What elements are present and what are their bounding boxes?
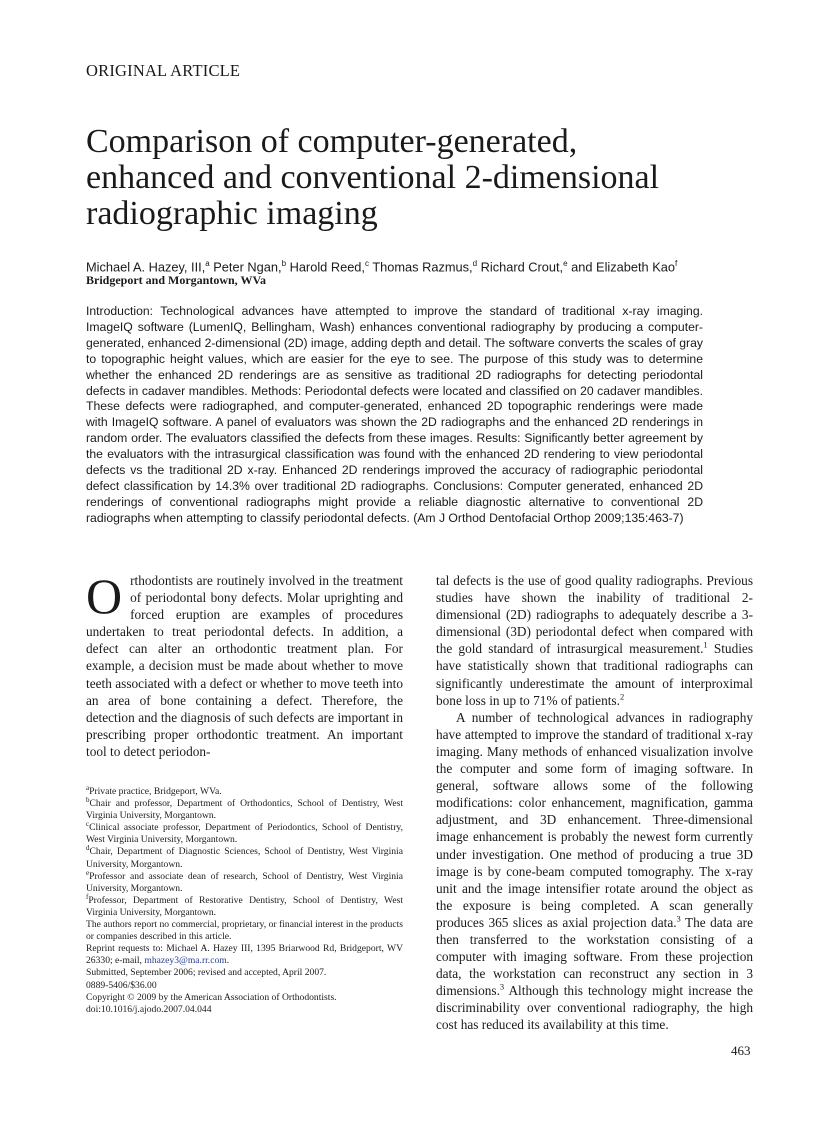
- footnote-text: Professor and associate dean of research, School of Dentistry, West Virginia University, Morgantown.: [86, 870, 403, 894]
- author-name: Harold Reed,: [289, 259, 365, 275]
- footnote: [86, 868, 403, 895]
- author-mark: f: [675, 259, 678, 268]
- footnote-text: Chair and professor, Department of Orthodontics, School of Dentistry, West Virginia University, Morgantown.: [86, 798, 403, 822]
- body-text: Studies have statistically shown that traditional radiographs can significantly underestimate the amount of interproximal bone loss in up to 71% of patients.: [436, 641, 754, 708]
- body-text: tal defects is the use of good quality radiographs. Previous studies have shown the inability of traditional 2-dimensional (2D) radiographs to adequately describe a 3-dimensional (3D) periodontal defect when compared with the gold standard of intrasurgical measurement.: [436, 573, 753, 657]
- footnote-mark: c: [86, 820, 90, 829]
- issn: 0889-5406/$36.00: [86, 979, 157, 991]
- article-title: [86, 124, 766, 232]
- section-label: ORIGINAL ARTICLE: [86, 61, 241, 80]
- page-number: 463: [731, 1043, 751, 1058]
- drop-cap: O: [86, 568, 123, 624]
- citation-ref[interactable]: 2: [619, 691, 625, 702]
- body-text: A number of technological advances in radiography have attempted to improve the standard of traditional x-ray imaging. Many methods of enhanced visualization involve the computer and some form of imaging software. In general, software allows some of the following modifications: color enhancement, magnification, gamma adjustment, and 3D enhancement. Three-dimensional image enhancement is probably the newest form currently under investigation. One method of producing a true 3D image is by cone-beam computed tomography. The x-ray unit and the image intensifier rotate around the object as the exposure is being completed. A scan generally produces 365 slices as axial projection data.: [436, 709, 753, 930]
- body-column-right: [436, 572, 753, 1034]
- footnote: [86, 783, 403, 798]
- reprint-text: Reprint requests to: Michael A. Hazey III, 1395 Briarwood Rd, Bridgeport, WV 26330; e-mail,: [86, 943, 403, 967]
- footnote-text: Chair, Department of Diagnostic Sciences, School of Dentistry, West Virginia University, Morgantown.: [86, 846, 403, 870]
- disclosure: The authors report no commercial, proprietary, or financial interest in the products or companies described in this article.: [86, 919, 403, 943]
- title-line-1: Comparison of computer-generated,: [86, 123, 578, 160]
- author-mark: d: [472, 259, 478, 268]
- footnote: [86, 892, 403, 919]
- author-affiliation: Bridgeport and Morgantown, WVa: [86, 273, 267, 287]
- title-line-2: enhanced and conventional 2-dimensional: [86, 159, 660, 196]
- author-mark: c: [364, 259, 369, 268]
- footnote-mark: e: [86, 868, 90, 877]
- body-column-left: [86, 568, 403, 760]
- abstract: Introduction: Technological advances have attempted to improve the standard of traditional x-ray imaging. ImageIQ software (LumenIQ, Bellingham, Wash) enhances conventional radiography by producing a computer-generated, enhanced 2-dimensional (2D) image, adding depth and detail. The software converts the scales of gray to topographic height values, which are easier for the eye to see. The purpose of this study was to determine whether the enhanced 2D renderings are as sensitive as traditional 2D radiographs for detecting periodontal defects in cadaver mandibles. Methods: Periodontal defects were located and classified on 20 cadaver mandibles. These defects were radiographed, and computer-generated, enhanced 2D topographic renderings were made with ImageIQ software. A panel of evaluators was shown the 2D radiographs and the enhanced 2D renderings in random order. The evaluators classified the defects from these images. Results: Significantly better agreement by the evaluators with the intrasurgical classification was found with the enhanced 2D rendering to view periodontal defects vs the traditional 2D x-ray. Enhanced 2D renderings improved the accuracy of radiographic periodontal defect classification by 14.3% over traditional 2D radiographs. Conclusions: Computer generated, enhanced 2D renderings of conventional radiographs might provide a reliable diagnostic alternative to conventional 2D radiographs when attempting to classify periodontal defects. (Am J Orthod Dentofacial Orthop 2009;135:463-7): [86, 304, 703, 525]
- footnote-mark: d: [86, 844, 90, 853]
- author-name: Michael A. Hazey, III,: [86, 259, 206, 275]
- citation-ref[interactable]: 1: [703, 639, 708, 650]
- body-paragraph: [436, 572, 753, 709]
- reprint-end: .: [226, 955, 230, 967]
- body-text: The data are then transferred to the workstation consisting of a computer with imaging software. From these projection data, the workstation can reconstruct any section in 3 dimensions.: [436, 914, 753, 999]
- author-name: Richard Crout,: [480, 259, 564, 275]
- author-name: Thomas Razmus,: [372, 259, 473, 275]
- author-name: and Elizabeth Kao: [571, 259, 675, 275]
- email-link[interactable]: mhazey3@ma.rr.com: [144, 955, 227, 967]
- footnote-mark: b: [86, 795, 90, 804]
- copyright: Copyright © 2009 by the American Association of Orthodontists.: [86, 991, 337, 1003]
- citation-ref[interactable]: 3: [499, 981, 505, 992]
- submission-dates: Submitted, September 2006; revised and accepted, April 2007.: [86, 967, 327, 979]
- footnote-text: Clinical associate professor, Department of Periodontics, School of Dentistry, West Virginia University, Morgantown.: [86, 822, 403, 846]
- footnote: [86, 795, 403, 822]
- title-line-3: radiographic imaging: [86, 195, 378, 232]
- author-mark: b: [281, 259, 287, 268]
- author-mark: a: [205, 259, 210, 268]
- footnote-text: Private practice, Bridgeport, WVa.: [89, 786, 222, 797]
- footnote-mark: a: [86, 783, 90, 792]
- footnote-mark: f: [86, 892, 89, 901]
- footnote: [86, 846, 403, 870]
- footnotes: [86, 783, 403, 1016]
- body-text: Although this technology might increase the discriminability over conventional radiography, the high cost has reduced its availability at this time.: [436, 983, 753, 1033]
- reprint-request: [86, 943, 403, 967]
- footnote-text: Professor, Department of Restorative Dentistry, School of Dentistry, West Virginia University, Morgantown.: [86, 894, 403, 918]
- footnote: [86, 822, 403, 846]
- citation-ref[interactable]: 3: [676, 913, 681, 924]
- doi[interactable]: doi:10.1016/j.ajodo.2007.04.044: [86, 1003, 212, 1015]
- author-name: Peter Ngan,: [213, 259, 282, 275]
- body-paragraph: rthodontists are routinely involved in the treatment of periodontal bony defects. Molar uprighting and forced eruption are examples of procedures undertaken to treat periodontal defects. In addition, a defect can alter an orthodontic treatment plan. For example, a decision must be made about whether to move teeth associated with a defect or whether to move teeth into an area of bone containing a defect. Therefore, the detection and the diagnosis of such defects are important in prescribing proper orthodontic treatment. An important tool to detect periodon-: [86, 573, 403, 759]
- body-paragraph: [436, 709, 753, 1034]
- author-mark: e: [563, 259, 568, 268]
